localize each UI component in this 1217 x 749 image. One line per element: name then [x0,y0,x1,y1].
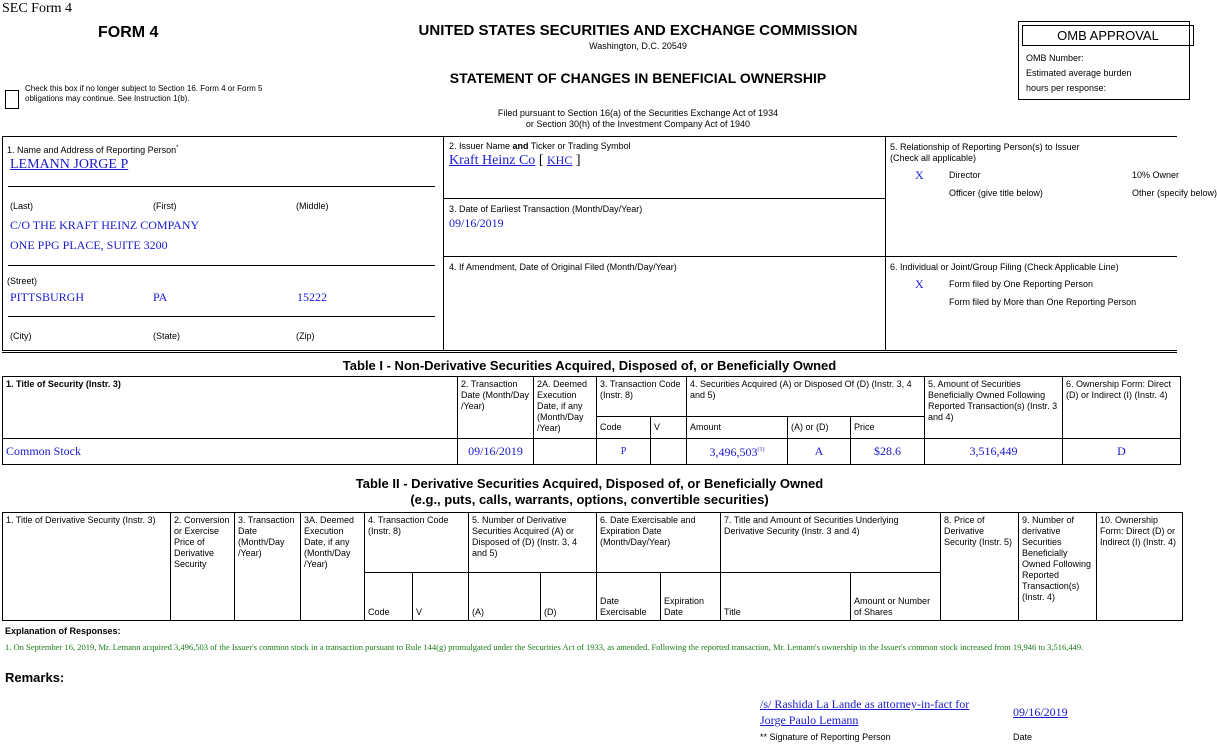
t2-sub-exercisable: Date Exercisable [597,573,661,621]
t2-sub-amount: Amount or Number of Shares [851,573,941,621]
box5-sub: (Check all applicable) [890,153,977,163]
filed-pursuant [380,108,896,130]
table2-title [2,476,1177,508]
table1-title: Table I - Non-Derivative Securities Acquired, Disposed of, or Beneficially Owned [342,358,837,373]
box4-label: 4. If Amendment, Date of Original Filed (Month/Day/Year) [449,262,677,272]
address-line1: C/O THE KRAFT HEINZ COMPANY [10,218,200,232]
signature [760,696,969,728]
box6-label: 6. Individual or Joint/Group Filing (Check Applicable Line) [890,262,1119,272]
zip-label: (Zip) [296,331,315,341]
sec-form-label: SEC Form 4 [2,1,73,16]
t2-sub-v: V [413,573,469,621]
omb-burden-label: Estimated average burden [1026,68,1132,78]
first-label: (First) [153,201,177,211]
agency-location: Washington, D.C. 20549 [589,41,687,51]
more-persons-label: Form filed by More than One Reporting Person [949,297,1137,307]
box2-label-post: Ticker or Trading Symbol [528,141,631,151]
state-label: (State) [153,331,181,341]
t1-row-amount: 3,496,503 [709,445,758,459]
t2-sub-a: (A) [469,573,541,621]
omb-number-label: OMB Number: [1026,53,1084,63]
box1-label-text: 1. Name and Address of Reporting Person [7,145,177,155]
ticker-close: ] [575,153,581,168]
box5-label: 5. Relationship of Reporting Person(s) to Issuer [890,142,1080,152]
t1-row-v [651,439,687,465]
box1-label [7,143,178,156]
issuer-link[interactable]: Kraft Heinz Co [449,153,536,168]
t1-h1: 1. Title of Security (Instr. 3) [3,377,458,439]
ten-pct-owner-label: 10% Owner [1132,170,1180,180]
footnote-1: 1. On September 16, 2019, Mr. Lemann acquired 3,496,503 of the Issuer's common stock in a transaction pursuant to Rule 144(g) promulgated under the Securities Act of 1933, as amended. Following the reported transaction, Mr. Lemann's ownership in the Issuer's common stock increased from 19,946 to 3,516,449. [5,642,1084,652]
director-label: Director [949,170,981,180]
box2-label-pre: 2. Issuer Name [449,141,513,151]
state-value: PA [153,290,168,304]
t2-h1: 1. Title of Derivative Security (Instr. 3) [3,513,171,621]
filed-pursuant-line2: or Section 30(h) of the Investment Company Act of 1940 [525,119,751,129]
statement-title: STATEMENT OF CHANGES IN BENEFICIAL OWNERSHIP [449,70,827,86]
t2-sub-d: (D) [541,573,597,621]
t1-sub-amount: Amount [687,417,788,439]
box2-label-and: and [512,141,529,151]
t1-sub-price: Price [851,417,925,439]
one-person-label: Form filed by One Reporting Person [949,279,1094,289]
t1-h6: 6. Ownership Form: Direct (D) or Indirect (I) (Instr. 4) [1063,377,1181,439]
t1-row-title: Common Stock [3,439,458,465]
date-label: Date [1013,732,1033,742]
agency-title: UNITED STATES SECURITIES AND EXCHANGE COMMISSION [418,22,858,39]
last-label: (Last) [10,201,34,211]
omb-hours-label: hours per response: [1026,83,1107,93]
reporting-person-link[interactable]: LEMANN JORGE P [10,157,129,172]
table2-title-line2: (e.g., puts, calls, warrants, options, convertible securities) [410,492,769,507]
t2-h3a: 3A. Deemed Execution Date, if any (Month/Day /Year) [301,513,365,621]
omb-box [1018,21,1190,100]
t1-h3: 3. Transaction Code (Instr. 8) [597,377,687,417]
t2-h9: 9. Number of derivative Securities Beneficially Owned Following Reported Transaction(s) (Instr. 4) [1019,513,1097,621]
t1-row-deemed [534,439,597,465]
t1-row-date: 09/16/2019 [458,439,534,465]
address-line2: ONE PPG PLACE, SUITE 3200 [10,238,168,252]
t2-h8: 8. Price of Derivative Security (Instr. 5) [941,513,1019,621]
signature-label: ** Signature of Reporting Person [760,732,891,742]
remarks-label: Remarks: [5,670,65,685]
t1-h2: 2. Transaction Date (Month/Day /Year) [458,377,534,439]
earliest-transaction-date: 09/16/2019 [449,216,504,230]
signature-line2: Jorge Paulo Lemann [760,713,859,727]
table2-title-line1: Table II - Derivative Securities Acquired, Disposed of, or Beneficially Owned [355,476,824,491]
t2-h4: 4. Transaction Code (Instr. 8) [365,513,469,573]
table2-grid [2,512,1183,621]
t2-h6: 6. Date Exercisable and Expiration Date (Month/Day/Year) [597,513,721,573]
checkbox-text: Check this box if no longer subject to Section 16. Form 4 or Form 5 obligations may continue. See Instruction 1(b). [25,84,263,103]
t1-h2a: 2A. Deemed Execution Date, if any (Month/Day /Year) [534,377,597,439]
t1-row-price: $28.6 [851,439,925,465]
explanation-label: Explanation of Responses: [5,626,121,636]
no-longer-subject-checkbox[interactable] [5,90,19,109]
filed-pursuant-line1: Filed pursuant to Section 16(a) of the Securities Exchange Act of 1934 [497,108,779,118]
t2-h10: 10. Ownership Form: Direct (D) or Indirect (I) (Instr. 4) [1097,513,1183,621]
middle-label: (Middle) [296,201,329,211]
table1-grid [2,376,1181,465]
zip-value: 15222 [297,290,327,304]
t2-h2: 2. Conversion or Exercise Price of Derivative Security [171,513,235,621]
officer-label: Officer (give title below) [949,188,1043,198]
street-label: (Street) [7,276,38,286]
box3-label: 3. Date of Earliest Transaction (Month/Day/Year) [449,204,643,214]
box2-label [449,141,631,152]
t1-h5: 5. Amount of Securities Beneficially Owned Following Reported Transaction(s) (Instr. 3 and 4) [925,377,1063,439]
t2-sub-code: Code [365,573,413,621]
t2-sub-title: Title [721,573,851,621]
t2-h7: 7. Title and Amount of Securities Underlying Derivative Security (Instr. 3 and 4) [721,513,941,573]
city-value: PITTSBURGH [10,290,85,304]
table-row [3,439,1181,465]
t1-row-aod: A [788,439,851,465]
t1-h4: 4. Securities Acquired (A) or Disposed Of (D) (Instr. 3, 4 and 5) [687,377,925,417]
t1-sub-v: V [651,417,687,439]
signature-line1: /s/ Rashida La Lande as attorney-in-fact for [760,697,970,711]
t1-row-form: D [1063,439,1181,465]
t1-row-code: P [597,439,651,465]
form-title: FORM 4 [98,24,159,41]
one-person-mark: X [915,277,924,291]
t1-row-owned: 3,516,449 [925,439,1063,465]
ticker-open: [ [538,153,544,168]
t1-row-amount-cell [687,439,788,465]
issuer-line [449,153,581,169]
director-mark: X [915,168,924,182]
omb-header: OMB APPROVAL [1022,25,1194,46]
signature-date: 09/16/2019 [1013,705,1068,719]
t2-sub-expiration: Expiration Date [661,573,721,621]
t1-sub-code: Code [597,417,651,439]
other-label: Other (specify below) [1132,188,1217,198]
t2-h3: 3. Transaction Date (Month/Day /Year) [235,513,301,621]
box1-label-mark: * [176,145,179,151]
city-label: (City) [10,331,32,341]
t1-row-amount-footnote[interactable]: (1) [757,447,765,453]
t1-sub-aod: (A) or (D) [788,417,851,439]
t2-h5: 5. Number of Derivative Securities Acquired (A) or Disposed of (D) (Instr. 3, 4 and 5) [469,513,597,573]
ticker-link[interactable]: KHC [546,153,573,167]
